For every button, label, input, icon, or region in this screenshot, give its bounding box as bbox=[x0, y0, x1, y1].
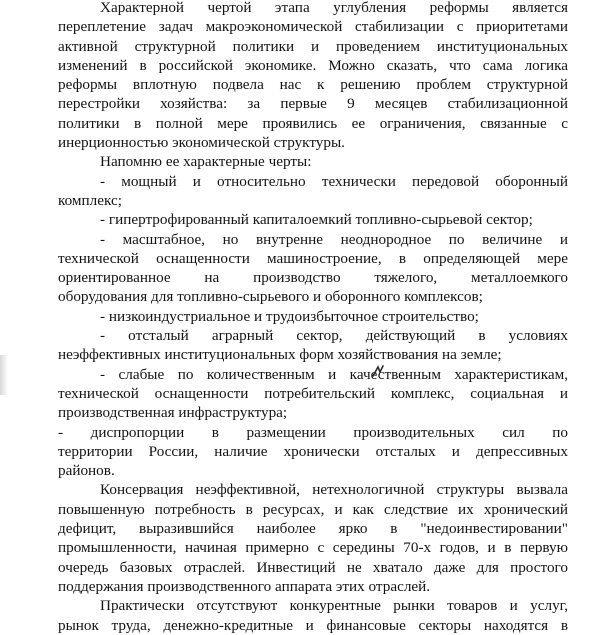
text-line: перестройки хозяйства: за первые 9 месяцев стабилизационной bbox=[58, 95, 568, 113]
list-item-line: - мощный и относительно технически передовой оборонный bbox=[100, 172, 568, 190]
list-item-line: комплекс; bbox=[58, 191, 122, 209]
list-item-line: - низкоиндустриальное и трудоизбыточное строительство; bbox=[100, 307, 479, 325]
pen-mark-icon bbox=[371, 364, 385, 378]
list-item-line: - диспропорции в размещении производительных сил по bbox=[58, 423, 568, 441]
text-line: Напомню ее характерные черты: bbox=[100, 153, 312, 171]
document-body bbox=[58, 0, 568, 635]
list-item-line: производственная инфраструктура; bbox=[58, 404, 288, 422]
list-item-line: территории России, наличие хронически отсталых и депрессивных bbox=[58, 442, 568, 460]
list-item-line: районов. bbox=[58, 462, 115, 480]
list-item-line: - гипертрофированный капиталоемкий топливно-сырьевой сектор; bbox=[100, 211, 533, 229]
text-line: дефицит, выразившийся наиболее ярко в "недоинвестировании" bbox=[58, 520, 568, 538]
list-item-line: технической оснащенности потребительский комплекс, социальная и bbox=[58, 384, 568, 402]
text-line: активной структурной политики и проведением институциональных bbox=[58, 37, 568, 55]
list-item-line: технической оснащенности машиностроение, в определяющей мере bbox=[58, 249, 568, 267]
scan-edge-shadow bbox=[0, 355, 8, 395]
list-item-line: - отсталый аграрный сектор, действующий в условиях bbox=[100, 327, 568, 345]
text-line: промышленности, начиная примерно с середины 70-х годов, и в первую bbox=[58, 539, 568, 557]
list-item-line: - слабые по количественным и качественным характеристикам, bbox=[100, 365, 568, 383]
text-line: поддержания производственного аппарата этих отраслей. bbox=[58, 577, 431, 595]
text-line: политики в полной мере проявились ее ограничения, связанные с bbox=[58, 114, 568, 132]
list-item-line: - масштабное, но внутренне неоднородное по величине и bbox=[100, 230, 568, 248]
text-line: очередь базовых отраслей. Инвестиций не хватало даже для простого bbox=[58, 558, 568, 576]
text-line: изменений в российской экономике. Можно сказать, что сама логика bbox=[58, 56, 568, 74]
list-item-line: неэффективных институциональных форм хозяйствования на земле; bbox=[58, 346, 502, 364]
list-item-line: оборудования для топливно-сырьевого и оборонного комплексов; bbox=[58, 288, 483, 306]
text-line: Характерной чертой этапа углубления реформы является bbox=[100, 0, 568, 16]
text-line: повышенную потребность в ресурсах, и как следствие их хронический bbox=[58, 500, 568, 518]
text-line: переплетение задач макроэкономической стабилизации с приоритетами bbox=[58, 18, 568, 36]
list-item-line: ориентированное на производство тяжелого, металлоемкого bbox=[58, 269, 568, 287]
text-line: Консервация неэффективной, нетехнологичной структуры вызвала bbox=[100, 481, 568, 499]
text-line: реформы вплотную подвела нас к решению проблем структурной bbox=[58, 76, 568, 94]
text-line: Практически отсутствуют конкурентные рынки товаров и услуг, bbox=[100, 597, 568, 615]
text-line: инерционностью экономической структуры. bbox=[58, 134, 345, 152]
text-line: рынок труда, денежно-кредитные и финансовые секторы находятся в bbox=[58, 616, 568, 634]
